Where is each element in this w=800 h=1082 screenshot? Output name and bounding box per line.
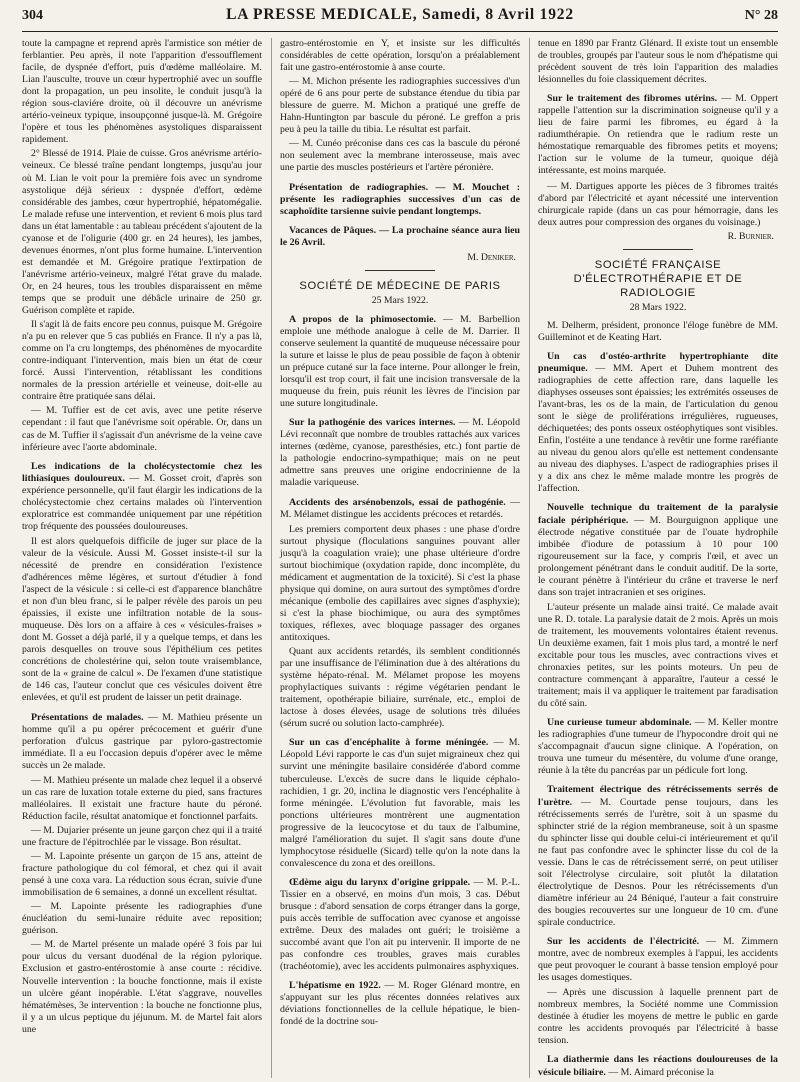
heading-body: — M. Aimard préconise la [608,1066,714,1078]
heading-body: — M. Zimmern montre, avec de nombreux exemples à l'appui, les accidents que peut provoquer le courant à basse tension employé pour les usages domestiques. [538,936,778,984]
heading-body: — M. Courtade pense toujours, dans les rétrécissements serrés de l'urètre, soit à un spasme du sphincter strié de la région membraneuse, soit à un spasme du sphincter lisse qui double celui-ci intérieurement et qu'il ne faut pas confondre avec le sphincter lisse du col de la vessie. Dans le cas de rétrécissement serré, on peut utiliser soit l'électrolyse circulaire, soit plutôt la dilatation électrolytique de Desnos. Pour les rétrécissements d'un diamètre inférieur au 24 Béniqué, l'auteur a fait construire des bougies recouvertes sur une longueur de 10 cm. d'une spirale conductrice. [538,796,778,928]
heading-body: — M. P.-L. Tissier en a observé, en moins d'un mois, 3 cas. Début brusque : d'abord sensation de corps étranger dans la gorge, puis accès terrible de suffocation avec cyanose et angoisse extrême. Deux des malades ont guéri; le troisième a succombé avant que l'on ait pu intervenir. Il importe de ne pas confondre ces troubles, graves mais curables (trachéotomie), avec les accidents pulmonaires asphyxiques. [280,876,520,973]
section-heading [22,712,262,772]
heading-body: — M. Léopold Lévi rapporte le cas d'un sujet migraineux chez qui survint une méningite basilaire considérée d'abord comme tuberculeuse. L'excès de sucre dans le liquide céphalo-rachidien, 1 gr. 20, inclina le diagnostic vers l'encéphalite à forme méningée. L'évolution fut favorable, mais les ponctions ultérieures montrèrent une augmentation progressive de la leucocytose et du taux de l'albumine, malgré l'amélioration du sujet. Il s'agit sans doute d'une lymphocytose résiduelle (Sicard) telle qu'on la note dans la convalescence du zona et des oreillons. [280,737,520,869]
section-heading [280,497,520,521]
section-heading [538,93,778,177]
heading-title: Sur les accidents de l'électricité. [547,936,700,948]
paragraph: — M. Dartigues apporte les pièces de 3 fibromes traités d'abord par l'électricité et ayant nécessité une intervention chirurgicale rapide (dans un cas pour hémorragie, dans les deux autres pour compression des organes du voisinage.) [538,180,778,228]
paragraph: Il est alors quelquefois difficile de juger sur place de la valeur de la vésicule. Aussi M. Gosset insiste-t-il sur la nécessité de prendre en considération l'existence d'adhérences même légères, et surtout d'étudier à fond l'aspect de la vésicule : si celle-ci est d'apparence blanchâtre et non d'un bleu franc, si le palper révèle des parois un peu épaissies, il existe une infiltration notable de la sous-muqueuse. Dès lors on a affaire à ces « vésicules-fraises » dont M. Gosset a déjà parlé, il y a quelque temps, et dans les parois desquelles on trouve sous l'épithélium ces petites concrétions de cholestérine qui, selon toute vraisemblance, sont de la « graine de calcul ». De l'examen d'une statistique de 146 cas, l'auteur conclut que ces vésicules doivent être enlevées, et qu'il est prudent de laisser un petit drainage. [22,535,262,704]
heading-title: Accidents des arsénobenzols, essai de pathogénie. [289,496,506,508]
heading-body: — M. Gosset croit, d'après son expérience personnelle, qu'il faut élargir les indications de la cholécystectomie chez certains malades où l'intervention exploratrice est commandée uniquement par une répétition trop fréquente des poussées douloureuses. [22,472,262,532]
paragraph: — M. Cunéo préconise dans ces cas la bascule du péroné non seulement avec la membrane interosseuse, mais avec une partie des muscles postérieurs et l'artère péronière. [280,138,520,174]
column-3 [529,38,778,1078]
paragraph: gastro-entérostomie en Y, et insiste sur les difficultés considérables de cette opération, lorsqu'on a préalablement fait une gastro-entérostomie à anse courte. [280,38,520,74]
heading-body: — M. Keller montre les radiographies d'une tumeur de l'hypocondre droit qui ne s'accompagnait d'aucun signe clinique. A l'opération, on trouva une tumeur du mésentère, du volume d'une orange, réunie à la tête du pancréas par un pédicule fort long. [538,717,778,777]
section-heading [538,936,778,984]
paragraph: — Après une discussion à laquelle prennent part de nombreux membres, la Société nomme une Commission destinée à étudier les moyens de mettre le public en garde contre les accidents provoqués par l'électricité à basse tension. [538,987,778,1047]
column-1 [22,38,262,1078]
paragraph: M. Delherm, président, prononce l'éloge funèbre de MM. Guilleminot et de Keating Hart. [538,319,778,343]
paragraph: toute la campagne et reprend après l'armistice son métier de ferblantier. Peu après, il note l'apparition d'essoufflement facile, de dyspnée d'effort, puis d'œdème malléolaire. M. Lian l'ausculte, trouve un cœur hypertrophié avec un souffle dont la propagation, un peu insolite, le conduit jusqu'à la région sous-claviére droite, où il découvre un anévrisme artério-veineux typique, insoupçonné jusque-là. M. Grégoire l'opère et tous les phénomènes asystoliques disparaissent rapidement. [22,38,262,146]
section-heading [280,314,520,410]
heading-title: Nouvelle technique du traitement de la paralysie faciale périphérique. [538,502,778,526]
paragraph: — M. Mathieu présente un malade chez lequel il a observé un cas rare de luxation totale externe du pied, sans fractures malléolaires. Il existait une fracture haute du péroné. Réduction facile, résultat anatomique et fonctionnel parfaits. [22,774,262,822]
heading-title: Une curieuse tumeur abdominale. [547,717,692,729]
paragraph: — M. Lapointe présente les radiographies d'une énucléation du semi-lunaire réduite avec reposition; guérison. [22,901,262,937]
page-header [22,6,778,32]
divider [365,270,435,271]
heading-title: A propos de la phimosectomie. [289,313,436,325]
paragraph: tenue en 1890 par Frantz Glénard. Il existe tout un ensemble de troubles, groupés par l'auteur sous le nom d'hépatisme qui précèdent souvent de très loin l'apparition des maladies lésionnelles du foie classiquement décrites. [538,38,778,86]
heading-body: — MM. Apert et Duhem montrent des radiographies de cette affection rare, dans laquelle les diaphyses osseuses sont épaissies; les extrémités osseuses de l'avant-bras, les os de la main, de l'articulation du genou sont le siège de proliférations irrégulières, rugueuses, déchiquetées; des ponts osseux ostéophytiques sont visibles. Enfin, l'ostéite a une tendance à revêtir une forme raréfiante au niveau du genou alors qu'elle est nettement condensante au niveau des diaphyses. L'aspect de radiographies prises il y a dix ans chez le même malade montre les progrès de l'affection. [538,362,778,495]
heading-title: Un cas d'ostéo-arthrite hypertrophiante dite pneumique. [538,350,778,374]
section-heading [22,461,262,533]
page-number: 304 [22,8,43,23]
paragraph: Quant aux accidents retardés, ils semblent conditionnés par une insuffisance de l'élimination due à des altérations du système hépato-rénal. M. Mélamet propose les moyens prophylactiques suivants : régime végétarien pendant le traitement, opothérapie biliaire, surrénale, etc., emploi de lactose à doses élevées, usage de solutions très diluées (sérum sucré ou solution lacto-camphrée). [280,646,520,730]
heading-body: — M. Barbellion emploie une méthode analogue à celle de M. Darrier. Il conserve seulement la quantité de muqueuse nécessaire pour la suture et laisse le plus de peau possible de façon à obtenir un prépuce cutané sur la face interne. Pour allonger le frein, lorsqu'il est trop court, il fait une incision transversale de la muqueuse du frein, puis réunit les lèvres de l'incision par une suture longitudinale. [280,313,520,410]
paragraph: — M. de Martel présente un malade opéré 3 fois par lui pour ulcus du versant duodénal de la région pylorique. Exclusion et gastro-entérostomie à anse courte : récidive. Nouvelle intervention : la bouche fonctionne, mais il existe un ulcère géant inopérable. L'état s'aggrave, nouvelles hématémèses, 3e intervention : la bouche ne fonctionne plus, il y a un ulcus peptique du jéjunum. M. de Martel fait alors une [22,939,262,1035]
paragraph: Les premiers comportent deux phases : une phase d'ordre surtout physique (floculations sanguines pouvant aller jusqu'à la coagulation vraie); une phase ultérieure d'ordre surtout biochimique (oxydation rapide, donc incomplète, du médicament et augmentation de la toxicité). Si c'est la phase physique qui domine, on aura surtout des symptômes d'ordre mécanique (embolie des capillaires avec signes d'asphyxie); si c'est la phase biochimique, ou aura des symptômes toxiques, réflexes, avec bloquage passager des organes antitoxiques. [280,523,520,644]
heading-body: — M. Bourguignon applique une électrode négative constituée par de l'ouate hydrophile imbibée d'iodure de potassium à 10 pour 100 rigoureusement sur la face, y compris l'œil, et avec un prolongement pénétrant dans le conduit auditif. De la sorte, le courant pénètre à l'intérieur du crâne et traverse le nerf dans son trajet intracranien et ses origines. [538,514,778,598]
section-heading [538,1054,778,1078]
divider [623,249,693,250]
heading-title: Sur la pathogénie des varices internes. [289,417,456,429]
section-heading: Vacances de Pâques. — La prochaine séance aura lieu le 26 Avril. [280,224,520,248]
author-signature: M. Deniker. [467,251,516,263]
heading-body: — M. Mélamet distingue les accidents précoces et retardés. [280,496,520,520]
section-heading [538,351,778,496]
paragraph: 2° Blessé de 1914. Plaie de cuisse. Gros anévrisme artério-veineux. Ce blessé traîne pendant longtemps, jusqu'au jour où M. Lian le voit pour la première fois avec un syndrome asystolique déjà sérieux : dyspnée d'effort, œdème considérable des jambes, cœur hypertrophié, hépatomégalie. Le malade refuse une intervention, et revient 6 mois plus tard dans un état lamentable : au tableau précédent s'ajoutent de la cyanose et de l'oligurie (400 gr. en 24 heures), les jambes, devenues énormes, n'ont plus forme humaine. L'intervention est demandée et M. Grégoire pratique l'extirpation de l'anévrisme artério-veineux, malgré l'état grave du malade. Or, en 24 heures, tous les troubles disparaissent en même temps que se produit une débâcle urinaire de 250 gr. Guérison complète et rapide. [22,148,262,317]
paragraph: L'auteur présente un malade ainsi traité. Ce malade avait une R. D. totale. La paralysie datait de 2 mois. Après un mois de traitement, les mouvements volontaires étaient revenus. Un deuxième examen, fait 1 mois plus tard, a montré le nerf excitable pour tous les muscles, avec contractions vives et chronaxies petites, sur les points moteurs. Un peu de contracture commençant à apparaître, l'auteur a cessé le traitement; mais il va appliquer le traitement par faradisation du côté sain. [538,601,778,710]
section-heading [538,502,778,598]
heading-title: Sur un cas d'encéphalite à forme méningée. [289,737,489,749]
heading-body: — M. Oppert rappelle l'attention sur la discrimination soigneuse qu'il y a lieu de faire parmi les fibromes, eu égard à la radiumthérapie. On retiendra que le radium reste un hémostatique remarquable des fibromes petits et moyens; l'action sur le volume de la tumeur, quoique déjà intéressante, est moins marquée. [538,93,778,177]
text-columns [22,38,778,1078]
heading-title: Sur le traitement des fibromes utérins. [547,93,718,105]
heading-title: Traitement électrique des rétrécissements serrés de l'urètre. [538,784,778,808]
section-heading [280,417,520,489]
paragraph: — M. Dujarier présente un jeune garçon chez qui il a traité une fracture de l'épitrochlée par le vissage. Bon résultat. [22,824,262,848]
paragraph: — M. Lapointe présente un garçon de 15 ans, atteint de fracture pathologique du col fémoral, et chez qui il avait pensé à une coxa vara. La réduction sous écran, suivie d'une immobilisation de 6 semaines, a donné un excellent résultat. [22,851,262,899]
heading-body: — M. Léopold Lévi reconnaît que nombre de troubles rattachés aux varices internes (œdème, cyanose, paresthésies, etc.) font partie de la pathologie endocrino-sympathique; mais on ne peut admettre sans preuves une origine endocrinienne de la maladie variqueuse. [280,417,520,489]
heading-title: L'hépatisme en 1922. [289,980,381,992]
heading-body: — M. Roger Glénard montre, en s'appuyant sur les plus récentes données relatives aux déviations fonctionnelles de la cellule hépatique, le bien-fondé de la doctrine sou- [280,980,520,1028]
section-heading [280,980,520,1028]
paragraph: — M. Tuffier est de cet avis, avec une petite réserve cependant : il faut que l'anévrisme soit opérable. Or, dans un cas de M. Tuffier il s'agissait d'un anévrisme de la veine cave inférieure avec l'aorte abdominale. [22,405,262,453]
section-heading: Présentation de radiographies. — M. Mouchet : présente les radiographies successives d'un cas de scaphoïdite tarsienne suivie pendant longtemps. [280,181,520,217]
heading-title: Les indications de la cholécystectomie chez les lithiasiques douloureux. [22,460,262,484]
column-2 [271,38,520,1078]
section-heading [538,717,778,777]
journal-title: LA PRESSE MEDICALE, Samedi, 8 Avril 1922 [226,6,574,23]
heading-title: Œdème aigu du larynx d'origine grippale. [289,876,471,888]
session-date: 25 Mars 1922. [371,294,429,306]
section-heading [280,877,520,973]
issue-number: N° 28 [744,8,778,23]
heading-title: La diathermie dans les réactions douloureuses de la vésicule biliaire. [538,1054,778,1078]
paragraph: — M. Michon présente les radiographies successives d'un opéré de 6 ans pour perte de substance étendue du tibia par blessure de guerre. M. Michon a pratiqué une greffe de Hahn-Huntington par bascule du péroné. Le greffon a pris peu à peu la taille du tibia. Le résultat est parfait. [280,76,520,136]
heading-title: Présentations de malades. [31,711,144,723]
society-title: SOCIÉTÉ FRANÇAISE D'ÉLECTROTHÉRAPIE ET DE RADIOLOGIE [573,258,743,299]
society-title: SOCIÉTÉ DE MÉDECINE DE PARIS [299,279,501,292]
section-heading [538,784,778,929]
section-heading [280,737,520,870]
heading-body: — M. Mathieu présente un homme qu'il a pu opérer précocement et guérir d'une perforation d'ulcus gastrique par pyloro-gastrectomie immédiate. Il a eu l'occasion depuis d'opérer avec le même succès un 2e malade. [22,711,262,771]
author-signature: R. Burnier. [727,230,774,242]
session-date: 28 Mars 1922. [629,301,687,313]
paragraph: Il s'agit là de faits encore peu connus, puisque M. Grégoire n'a pu en relever que 5 cas publiés en France. Il n'y a pas là, comme on l'a cru longtemps, des phénomènes de myocardite contre-indiquant l'intervention, mais bien un état de cœur forcé. Aussi l'intervention, rétablissant les conditions normales de la pression artérielle et veineuse, doit-elle au contraire être pratiquée sans délai. [22,319,262,403]
